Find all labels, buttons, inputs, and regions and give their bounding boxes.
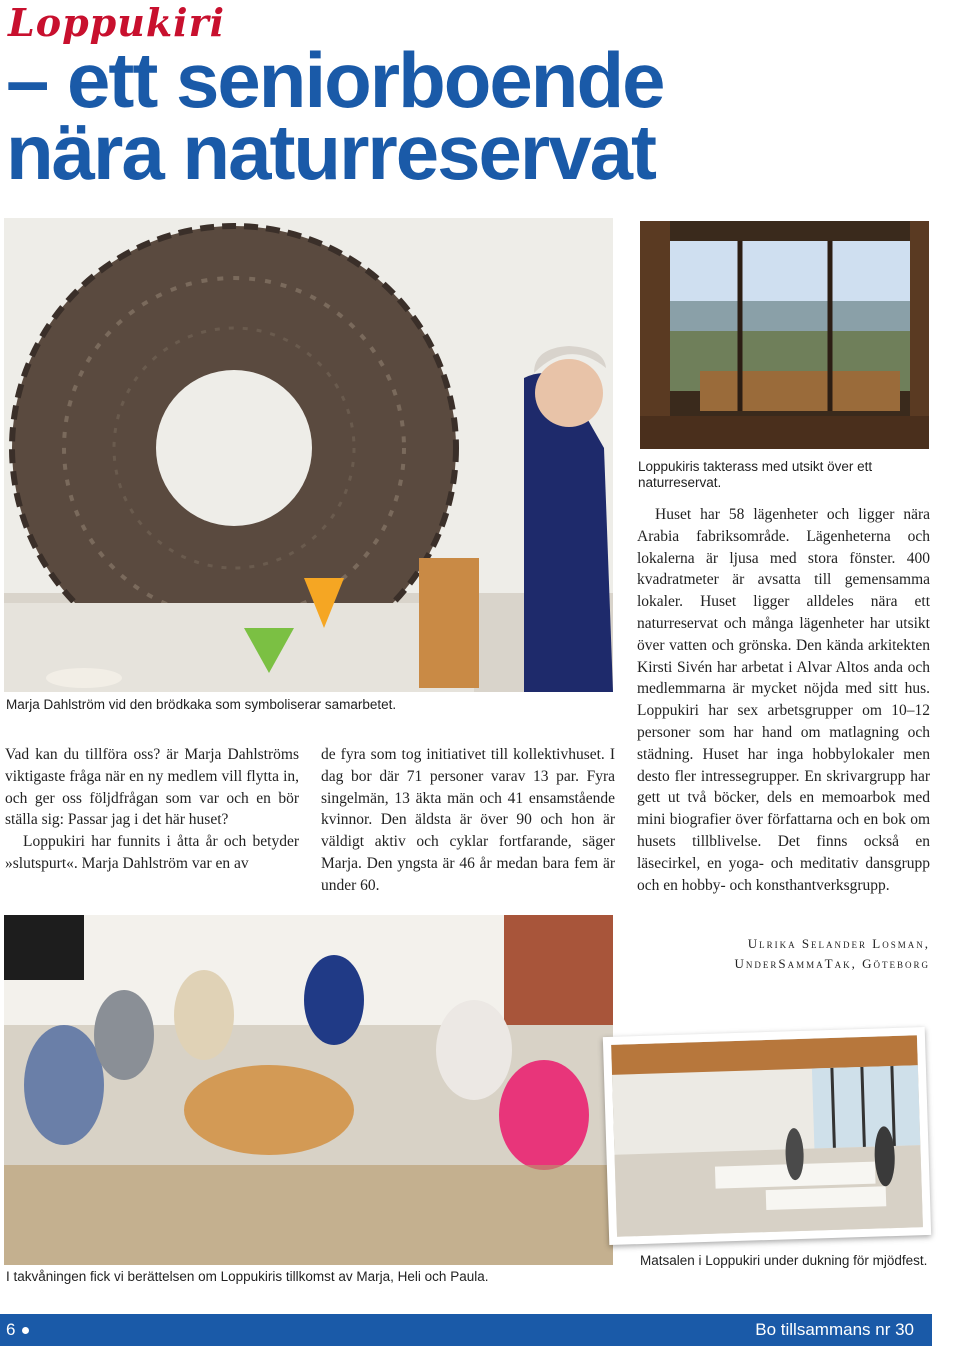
terrace-photo-caption: Loppukiris takterass med utsikt över ett naturreservat. xyxy=(638,459,873,490)
terrace-photo-illustration xyxy=(640,221,929,449)
article-paragraph: Huset har 58 lägenheter och ligger nära Arabia fabriksområde. Lägenheterna och lokalerna är ljusa med stora fönster. 400 kvadratmeter är avsatta till gemensamma lokaler. Huset ligger alldeles nära ett naturreservat och många lägenheter har utsikt över vatten och grönska. Den kända arkitekten Kirsti Sivén har arbetat i Alvar Altos anda och medlemmarna är mycket nöjda med sitt hus. Loppukiri har sex arbetsgrupper om 10–12 personer som har hand om matlagning och städning. Huset har inga hobbylokaler men desto fler intressegrupper. En skrivargrupp har gett ut två böcker, dels en memoarbok med mini biografier över författarna och en bok om husets tillblivelse. Det finns också en läsecirkel, en yoga- och meditativ dansgrupp och en hobby- och konsthantverksgrupp. xyxy=(637,506,930,894)
article-column-2 xyxy=(321,744,615,897)
byline xyxy=(600,934,930,974)
byline-affiliation: UnderSammaTak, Göteborg xyxy=(734,956,930,971)
article-column-1 xyxy=(5,744,299,875)
magazine-issue: Bo tillsammans nr 30 xyxy=(755,1320,914,1339)
page-footer xyxy=(0,1314,932,1346)
terrace-photo xyxy=(640,221,929,449)
headline-line-2: nära naturreservat xyxy=(6,108,656,196)
headline xyxy=(6,36,664,196)
bullet-icon xyxy=(22,1327,29,1334)
article-paragraph: Vad kan du tillföra oss? är Marja Dahlströms viktigaste fråga när en ny medlem vill flytta in, och ger oss följdfrågan som var och en bör ställa sig: Passar jag i det här huset? xyxy=(5,746,299,829)
dining-photo-frame xyxy=(603,1027,931,1245)
group-photo-caption: I takvåningen fick vi berättelsen om Loppukiris tillkomst av Marja, Heli och Paula. xyxy=(6,1269,489,1284)
article-paragraph: de fyra som tog initiativet till kollektivhuset. I dag bor där 71 personer varav 13 par. Fyra singelmän, 13 äkta män och 41 ensamstående kvinnor. Den äldsta är över 90 och hon är väldigt aktiv och cyklar fortfarande, säger Marja. Den yngsta är 46 år medan bara fem är under 60. xyxy=(321,746,615,894)
main-photo xyxy=(4,218,613,692)
group-photo xyxy=(4,915,613,1265)
section-kicker: Loppukiri xyxy=(8,0,226,45)
group-photo-illustration xyxy=(4,915,613,1265)
page-number-wrap xyxy=(6,1320,29,1340)
article-paragraph: Loppukiri har funnits i åtta år och betyder »slutspurt«. Marja Dahlström var en av xyxy=(5,833,299,872)
article-column-3 xyxy=(637,504,930,896)
headline-line-1: – ett seniorboende xyxy=(6,36,664,124)
dining-photo-caption: Matsalen i Loppukiri under dukning för mjödfest. xyxy=(640,1253,928,1268)
main-photo-caption: Marja Dahlström vid den brödkaka som symboliserar samarbetet. xyxy=(6,697,397,712)
dining-photo xyxy=(611,1035,923,1237)
dining-photo-illustration xyxy=(611,1035,923,1237)
page-number: 6 xyxy=(6,1320,16,1339)
byline-author: Ulrika Selander Losman, xyxy=(747,936,930,951)
main-photo-illustration xyxy=(4,218,613,692)
